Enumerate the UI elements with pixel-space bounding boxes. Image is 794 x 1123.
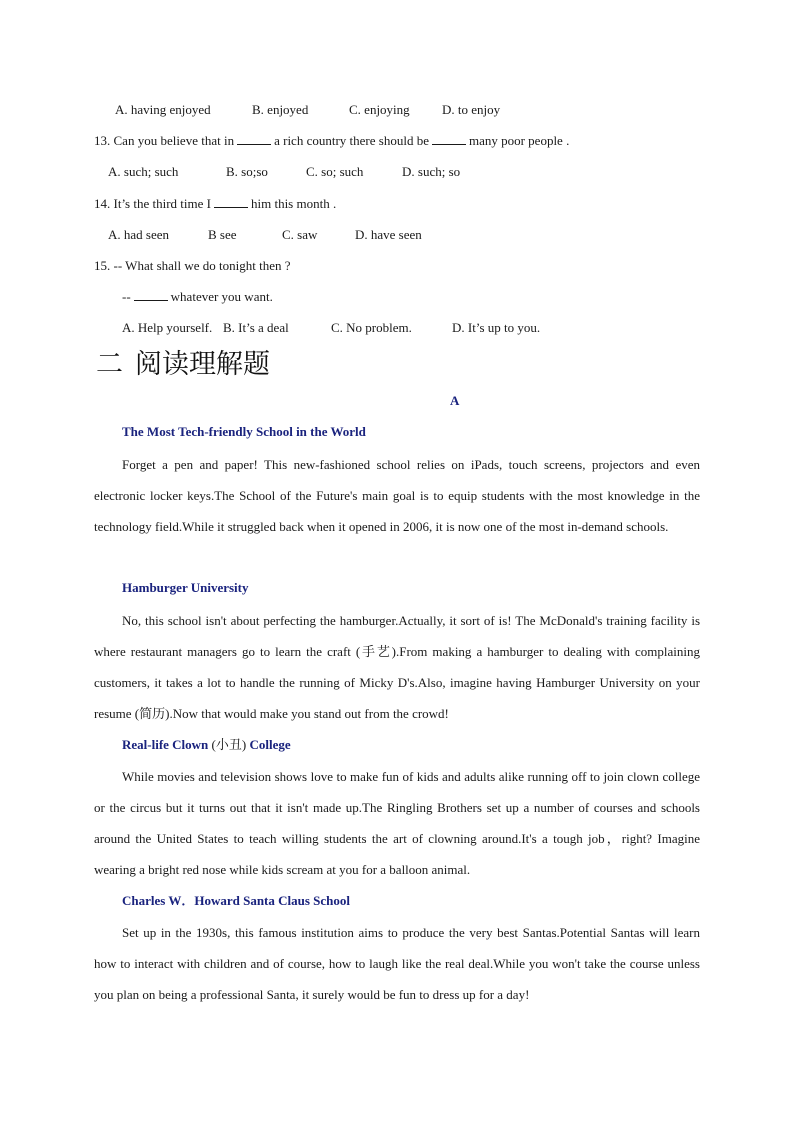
- q15-reply-post: whatever you want.: [170, 289, 273, 304]
- q14-option-d: D. have seen: [355, 227, 422, 242]
- q15-reply: [122, 288, 273, 306]
- q13-option-c: C. so; such: [306, 164, 364, 179]
- block-3-text: While movies and television shows love to make fun of kids and adults alike running off to join clown college or the circus but it turns out that it isn't made up.The Ringling Brothers set up a number of courses and schools around the United States to teach willing students the art of clowning around.It's a tough job，right? Imagine wearing a bright red nose while kids scream at you for a balloon animal.: [94, 769, 700, 877]
- q13-option-d: D. such; so: [402, 164, 461, 179]
- q15-option-c: C. No problem.: [331, 320, 412, 335]
- q13-stem-pre: 13. Can you believe that in: [94, 133, 235, 148]
- q13-option-a: A. such; such: [108, 164, 179, 179]
- q13-blank-2: [432, 132, 466, 145]
- q15-stem: 15. -- What shall we do tonight then ?: [94, 258, 291, 273]
- q13-blank-1: [237, 132, 271, 145]
- q15-option-d: D. It’s up to you.: [452, 320, 541, 335]
- q13-stem: [94, 132, 569, 150]
- q15-reply-pre: --: [122, 289, 131, 304]
- passage-label: A: [450, 393, 460, 408]
- q15-option-b: B. It’s a deal: [223, 320, 289, 335]
- q12-option-d: D. to enjoy: [442, 102, 501, 117]
- q15-option-a: A. Help yourself.: [122, 320, 213, 335]
- block-3-heading-zh: (小丑): [211, 737, 247, 752]
- section-number: 二: [96, 349, 123, 380]
- block-3-heading: [122, 736, 291, 754]
- block-4-heading: Charles W．Howard Santa Claus School: [122, 893, 351, 908]
- q13-option-b: B. so;so: [226, 164, 268, 179]
- block-2-text: No, this school isn't about perfecting the hamburger.Actually, it sort of is! The McDonald's training facility is where restaurant managers go to learn the craft (手艺).From making a hamburger to dealing with complaining customers, it takes a lot to handle the running of Micky D's.Also, imagine having Hamburger University on your resume (简历).Now that would make you stand out from the crowd!: [94, 613, 700, 721]
- q13-stem-mid: a rich country there should be: [274, 133, 429, 148]
- block-3-heading-pre: Real-life Clown: [122, 737, 209, 752]
- block-1-text: Forget a pen and paper! This new-fashioned school relies on iPads, touch screens, projectors and even electronic locker keys.The School of the Future's main goal is to equip students with the most knowledge in the technology field.While it struggled back when it opened in 2006, it is now one of the most in-demand schools.: [94, 457, 700, 534]
- q13-stem-post: many poor people .: [468, 133, 570, 148]
- q14-option-c: C. saw: [282, 227, 318, 242]
- q14-stem-pre: 14. It’s the third time I: [94, 196, 211, 211]
- q15-blank: [134, 288, 168, 301]
- block-2-heading: Hamburger University: [122, 580, 249, 595]
- section-title: 阅读理解题: [135, 349, 270, 380]
- q14-option-a: A. had seen: [108, 227, 170, 242]
- q12-option-b: B. enjoyed: [252, 102, 309, 117]
- block-4-text: Set up in the 1930s, this famous institution aims to produce the very best Santas.Potential Santas will learn how to interact with children and of course, how to laugh like the real deal.While you won't take the course unless you plan on being a professional Santa, it surely would be fun to dress up for a day!: [94, 925, 700, 1002]
- q14-blank: [214, 195, 248, 208]
- q14-stem-post: him this month .: [250, 196, 337, 211]
- section-heading: [96, 348, 270, 382]
- block-3-heading-post: College: [249, 737, 291, 752]
- q12-option-c: C. enjoying: [349, 102, 410, 117]
- q14-stem: [94, 195, 336, 213]
- q12-option-a: A. having enjoyed: [115, 102, 211, 117]
- q14-option-b: B see: [208, 227, 237, 242]
- block-1-heading: The Most Tech-friendly School in the World: [122, 424, 366, 439]
